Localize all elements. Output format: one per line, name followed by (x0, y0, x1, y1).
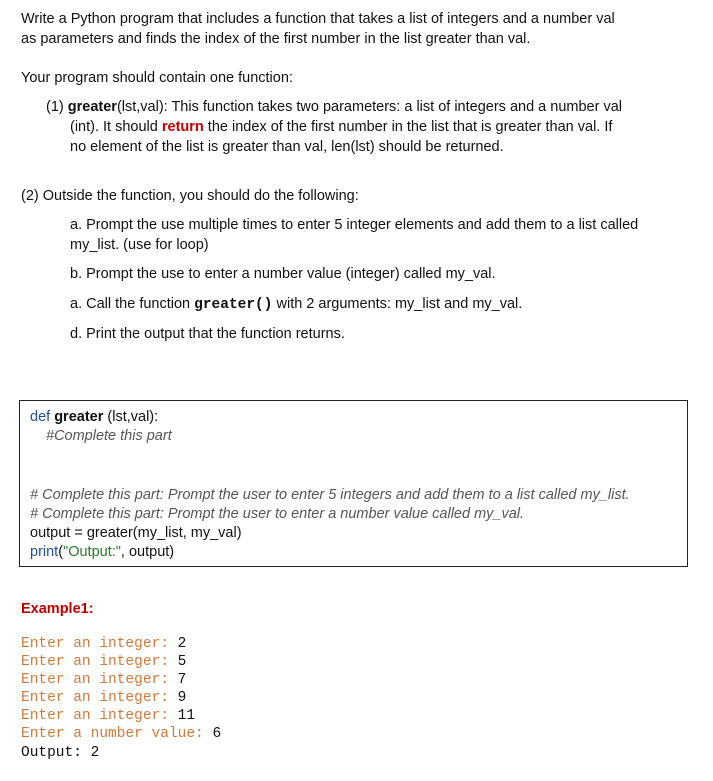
example-value: 7 (177, 672, 187, 688)
step-d-line: d. Print the output that the function returns. (70, 326, 345, 342)
example-prompt: Enter an integer: (21, 708, 178, 724)
print-keyword: print (30, 544, 59, 560)
return-keyword: return (161, 119, 204, 135)
code-print-line (30, 543, 174, 562)
section1-heading: Your program should contain one function: (21, 70, 293, 86)
example-line (21, 725, 221, 743)
example-line (21, 707, 195, 725)
step-a-line-2: my_list. (use for loop) (70, 237, 209, 253)
item1-prefix: (1) (46, 99, 64, 115)
def-keyword: def (30, 409, 51, 425)
example-value: 2 (177, 636, 187, 652)
example-line (21, 635, 186, 653)
example-value: 5 (177, 654, 187, 670)
example-line (21, 671, 186, 689)
step-c-suffix: with 2 arguments: my_list and my_val. (272, 296, 523, 312)
step-c-prefix: a. Call the function (70, 296, 195, 312)
code-params: (lst,val): (103, 409, 159, 425)
code-output-line: output = greater(my_list, my_val) (30, 525, 242, 541)
example-value: 6 (212, 726, 222, 742)
example-value: 9 (177, 690, 187, 706)
code-complete-comment: #Complete this part (46, 428, 172, 444)
example-line (21, 653, 186, 671)
code-box (19, 400, 688, 567)
section2-heading: (2) Outside the function, you should do the following: (21, 188, 359, 204)
example-prompt: Enter a number value: (21, 726, 213, 742)
print-open: ( (58, 544, 64, 560)
code-comment-prompt-1: # Complete this part: Prompt the user to enter 5 integers and add them to a list called my_list. (30, 487, 630, 503)
intro-line-2: as parameters and finds the index of the first number in the list greater than val. (21, 31, 531, 47)
print-rest: , output) (120, 544, 175, 560)
item1-function-name: greater (67, 99, 117, 115)
item1-line-3: no element of the list is greater than val, len(lst) should be returned. (70, 139, 504, 155)
code-def-line (30, 408, 158, 427)
example-output-value: 2 (90, 745, 100, 761)
example-line (21, 689, 186, 707)
example-prompt: Enter an integer: (21, 654, 178, 670)
step-b-line: b. Prompt the use to enter a number value (integer) called my_val. (70, 266, 496, 282)
code-function-name: greater (54, 409, 104, 425)
example-output-line (21, 744, 99, 762)
item1-line1-rest: (lst,val): This function takes two parameters: a list of integers and a number val (116, 99, 622, 115)
step-c-line (70, 294, 522, 315)
step-c-code: greater() (194, 297, 273, 313)
item1-line2-after: the index of the first number in the list that is greater than val. If (203, 119, 613, 135)
example-prompt: Enter an integer: (21, 672, 178, 688)
item1-line-1 (46, 97, 622, 117)
code-comment-prompt-2: # Complete this part: Prompt the user to enter a number value called my_val. (30, 506, 525, 522)
example-prompt: Enter an integer: (21, 690, 178, 706)
step-a-line-1: a. Prompt the use multiple times to enter 5 integer elements and add them to a list called (70, 217, 639, 233)
example-output-label: Output: (21, 745, 91, 761)
intro-line-1: Write a Python program that includes a function that takes a list of integers and a number val (21, 11, 615, 27)
example-heading: Example1: (21, 601, 94, 617)
item1-line2-before: (int). It should (70, 119, 162, 135)
example-value: 11 (177, 708, 196, 724)
print-string: "Output:" (63, 544, 121, 560)
item1-line-2 (70, 117, 612, 137)
example-prompt: Enter an integer: (21, 636, 178, 652)
